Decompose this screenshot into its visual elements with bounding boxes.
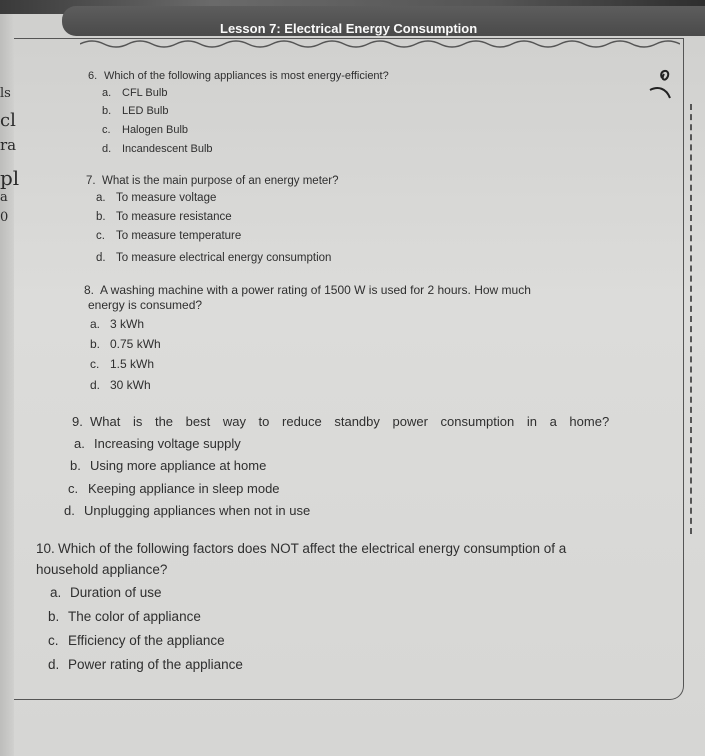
option-b: b. LED Bulb (102, 105, 169, 117)
option-c: c. To measure temperature (96, 230, 242, 242)
option-a: a. Increasing voltage supply (74, 436, 241, 451)
right-dashed-margin (690, 104, 692, 534)
option-d: d. Power rating of the appliance (48, 657, 243, 672)
option-a: a. CFL Bulb (102, 87, 168, 99)
option-c: c. Halogen Bulb (102, 124, 189, 136)
question-text-line-2: energy is consumed? (88, 298, 203, 312)
question-text: Which of the following appliances is most energy-efficient? (104, 70, 389, 82)
option-b: b. 0.75 kWh (90, 337, 161, 351)
option-a: a. 3 kWh (90, 317, 145, 331)
question-number: 9. (72, 414, 83, 429)
margin-mark: 0 (0, 210, 9, 225)
option-b: b. To measure resistance (96, 211, 232, 223)
question-number: 8. (84, 283, 95, 297)
question-number: 10. (36, 541, 55, 556)
option-d: d. 30 kWh (90, 378, 151, 392)
pen-scribble-mark (640, 64, 690, 104)
margin-mark: ls (0, 86, 11, 101)
question-number: 6. (88, 70, 98, 82)
lesson-title: Lesson 7: Electrical Energy Consumption (220, 21, 478, 36)
question-text-line-1: A washing machine with a power rating of 1500 W is used for 2 hours. How much (100, 283, 531, 297)
question-text-line-2: household appliance? (36, 562, 168, 577)
option-a: a. To measure voltage (96, 192, 217, 204)
question-number: 7. (86, 175, 96, 187)
option-b: b. Using more appliance at home (70, 458, 267, 473)
option-d: d. Unplugging appliances when not in use (64, 503, 311, 518)
margin-mark: ra (0, 136, 17, 154)
option-d: d. Incandescent Bulb (102, 143, 213, 155)
option-a: a. Duration of use (50, 585, 162, 600)
option-d: d. To measure electrical energy consumption (96, 252, 332, 264)
margin-mark: pl (0, 166, 20, 190)
question-text: What is the main purpose of an energy meter? (102, 175, 339, 187)
question-text-line-1: Which of the following factors does NOT affect the electrical energy consumption of a (58, 541, 567, 556)
wavy-divider (80, 38, 680, 50)
option-c: c. Efficiency of the appliance (48, 633, 225, 648)
option-c: c. 1.5 kWh (90, 357, 155, 371)
option-b: b. The color of appliance (48, 609, 201, 624)
margin-mark: cl (0, 110, 16, 131)
question-text: What is the best way to reduce standby power consumption in a home? (90, 414, 610, 429)
margin-mark: a (0, 190, 8, 205)
option-c: c. Keeping appliance in sleep mode (68, 481, 280, 496)
